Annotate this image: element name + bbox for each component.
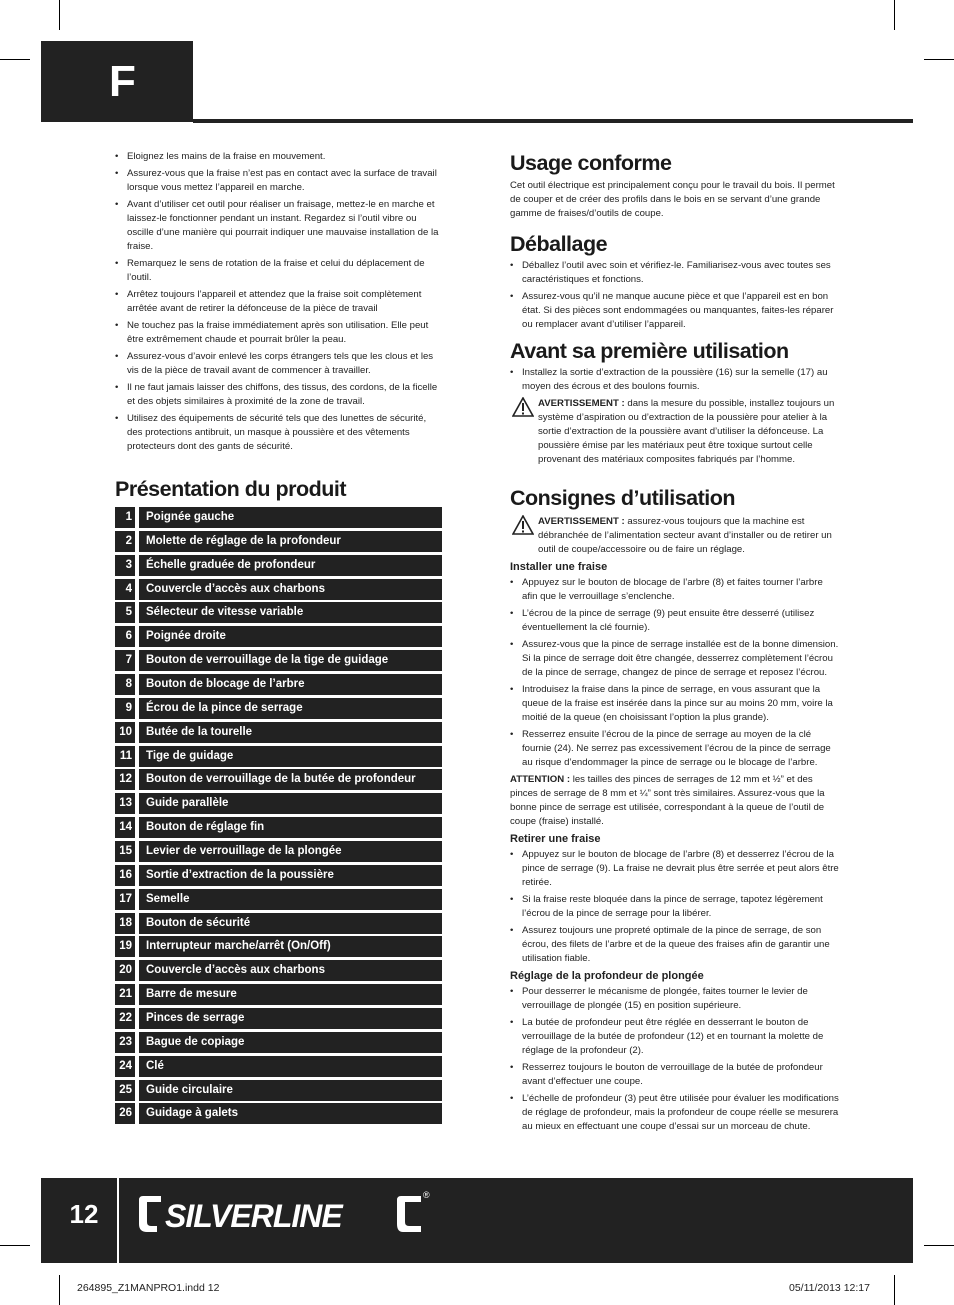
warning-label: AVERTISSEMENT : <box>538 398 625 409</box>
table-row <box>115 889 442 910</box>
part-label: Bouton de réglage fin <box>139 817 442 838</box>
table-row <box>115 960 442 981</box>
table-row <box>115 602 442 623</box>
table-row <box>115 769 442 790</box>
part-number: 1 <box>115 507 135 528</box>
list-item: • Resserrez ensuite l’écrou de la pince de serrage au moyen de la clé fournie (24). Ne serrez pas excessivement l’écrou de la pince de serrage au risque d’endommager la pince de serrage ou le blocage de l’arbre. <box>510 728 840 770</box>
part-label: Interrupteur marche/arrêt (On/Off) <box>139 936 442 957</box>
attention-label: ATTENTION : <box>510 774 571 785</box>
product-heading: Présentation du produit <box>115 477 346 501</box>
table-row <box>115 507 442 528</box>
file-slug: 264895_Z1MANPRO1.indd 12 <box>77 1282 220 1294</box>
unpacking-heading: Déballage <box>510 232 608 256</box>
list-item: • Introduisez la fraise dans la pince de serrage, en vous assurant que la queue de la fraise est insérée dans la pince sur au moins 20 mm, voire la moitié de la queue (en choisissant l’option la plus grande). <box>510 683 840 725</box>
date-slug: 05/11/2013 12:17 <box>789 1282 870 1294</box>
table-row <box>115 746 442 767</box>
install-heading: Installer une fraise <box>510 561 608 573</box>
table-row <box>115 817 442 838</box>
part-number: 19 <box>115 936 135 957</box>
part-number: 24 <box>115 1056 135 1077</box>
safety-list <box>115 150 443 454</box>
part-number: 13 <box>115 793 135 814</box>
part-label: Levier de verrouillage de la plongée <box>139 841 442 862</box>
part-label: Bouton de sécurité <box>139 913 442 934</box>
safety-section <box>115 150 443 457</box>
registered-mark: ® <box>423 1190 430 1200</box>
part-label: Couvercle d’accès aux charbons <box>139 579 442 600</box>
part-number: 2 <box>115 531 135 552</box>
crop-mark <box>0 1245 30 1246</box>
part-number: 4 <box>115 579 135 600</box>
table-row <box>115 674 442 695</box>
operation-warning <box>510 515 840 557</box>
part-label: Bouton de verrouillage de la butée de profondeur <box>139 769 442 790</box>
table-row <box>115 722 442 743</box>
table-row <box>115 865 442 886</box>
table-row <box>115 984 442 1005</box>
part-label: Barre de mesure <box>139 984 442 1005</box>
table-row <box>115 1008 442 1029</box>
table-row <box>115 1103 442 1124</box>
part-label: Bague de copiage <box>139 1032 442 1053</box>
parts-table <box>115 507 442 1127</box>
dust-warning <box>510 397 840 467</box>
list-item: • Si la fraise reste bloquée dans la pince de serrage, tapotez légèrement l’écrou de la pince de serrage pour la libérer. <box>510 893 840 921</box>
part-label: Écrou de la pince de serrage <box>139 698 442 719</box>
part-label: Molette de réglage de la profondeur <box>139 531 442 552</box>
list-item: • Assurez-vous d’avoir enlevé les corps étrangers tels que les clous et les vis de la pièce de travail avant de commencer à travailler. <box>115 350 443 378</box>
crop-mark <box>0 59 30 60</box>
warning-icon <box>512 397 534 417</box>
part-number: 25 <box>115 1080 135 1101</box>
part-number: 12 <box>115 769 135 790</box>
before-use-list <box>510 366 840 394</box>
part-number: 22 <box>115 1008 135 1029</box>
list-item: • Assurez toujours une propreté optimale de la pince de serrage, de son écrou, des filets de l’arbre et de la queue des fraises afin de garantir une utilisation fiable. <box>510 924 840 966</box>
part-number: 9 <box>115 698 135 719</box>
part-number: 7 <box>115 650 135 671</box>
list-item: • Remarquez le sens de rotation de la fraise et celui du déplacement de l’outil. <box>115 257 443 285</box>
part-label: Butée de la tourelle <box>139 722 442 743</box>
crop-mark <box>924 59 954 60</box>
part-label: Clé <box>139 1056 442 1077</box>
part-number: 14 <box>115 817 135 838</box>
part-label: Bouton de verrouillage de la tige de guidage <box>139 650 442 671</box>
list-item: • L’écrou de la pince de serrage (9) peut ensuite être desserré (utilisez éventuellement la clé fournie). <box>510 607 840 635</box>
part-label: Guide parallèle <box>139 793 442 814</box>
warning-text: dans la mesure du possible, installez toujours un système d’aspiration ou d’extraction de la poussière pour atelier à la sortie d’extraction de la poussière avant d’utiliser la défonceuse. La poussière émise par les matériaux peut être toxique surtout celle provenant des matériaux composites fabriqués par l’homme. <box>538 398 835 465</box>
brand-logo <box>135 1188 435 1238</box>
part-number: 8 <box>115 674 135 695</box>
crop-mark <box>59 0 60 30</box>
depth-heading: Réglage de la profondeur de plongée <box>510 970 704 982</box>
table-row <box>115 698 442 719</box>
list-item: • Utilisez des équipements de sécurité tels que des lunettes de sécurité, des protections antibruit, un masque à poussière et des vêtements protecteurs dont des gants de sécurité. <box>115 412 443 454</box>
depth-list <box>510 985 840 1134</box>
list-item: • Déballez l’outil avec soin et vérifiez-le. Familiarisez-vous avec toutes ses caractéristiques et fonctions. <box>510 259 840 287</box>
part-number: 15 <box>115 841 135 862</box>
list-item: • Assurez-vous qu’il ne manque aucune pièce et que l’appareil est en bon état. Si des pièces sont endommagées ou manquantes, faites-les réparer ou remplacer avant d’utiliser l’appareil. <box>510 290 840 332</box>
list-item: • La butée de profondeur peut être réglée en desserrant le bouton de verrouillage de la butée de profondeur (12) et en tournant la molette de réglage de la profondeur (2). <box>510 1016 840 1058</box>
usage-heading: Usage conforme <box>510 151 672 175</box>
part-label: Couvercle d’accès aux charbons <box>139 960 442 981</box>
table-row <box>115 579 442 600</box>
unpacking-list <box>510 259 840 332</box>
page-number: 12 <box>69 1199 99 1229</box>
list-item: • L’échelle de profondeur (3) peut être utilisée pour évaluer les modifications de réglage de profondeur, mais la profondeur de coupe réelle se mesurera au mieux en effectuant une coupe d’essai sur un morceau de chute. <box>510 1092 840 1134</box>
table-row <box>115 531 442 552</box>
right-column <box>510 150 840 1137</box>
part-label: Semelle <box>139 889 442 910</box>
part-number: 21 <box>115 984 135 1005</box>
crop-mark <box>924 1245 954 1246</box>
part-label: Sortie d’extraction de la poussière <box>139 865 442 886</box>
table-row <box>115 793 442 814</box>
header-rule <box>193 119 913 123</box>
table-row <box>115 936 442 957</box>
part-number: 3 <box>115 555 135 576</box>
table-row <box>115 841 442 862</box>
crop-mark <box>59 1275 60 1305</box>
part-number: 26 <box>115 1103 135 1124</box>
part-number: 23 <box>115 1032 135 1053</box>
warning-icon <box>512 515 534 535</box>
part-number: 16 <box>115 865 135 886</box>
remove-list <box>510 848 840 966</box>
footer-bar <box>41 1178 913 1263</box>
list-item: • Assurez-vous que la pince de serrage installée est de la bonne dimension. Si la pince de serrage doit être changée, desserrez complètement l’écrou de la pince de serrage, changez de pince de serrage et reposez l’écrou. <box>510 638 840 680</box>
part-label: Guidage à galets <box>139 1103 442 1124</box>
list-item: • Il ne faut jamais laisser des chiffons, des tissus, des cordons, de la ficelle et des objets similaires à proximité de la zone de travail. <box>115 381 443 409</box>
table-row <box>115 555 442 576</box>
part-label: Poignée gauche <box>139 507 442 528</box>
list-item: • Pour desserrer le mécanisme de plongée, faites tourner le levier de verrouillage de plongée (15) en position supérieure. <box>510 985 840 1013</box>
attention-note <box>510 773 840 829</box>
remove-heading: Retirer une fraise <box>510 833 601 845</box>
crop-mark <box>894 1275 895 1305</box>
part-label: Poignée droite <box>139 626 442 647</box>
part-number: 17 <box>115 889 135 910</box>
part-label: Échelle graduée de profondeur <box>139 555 442 576</box>
list-item: • Installez la sortie d’extraction de la poussière (16) sur la semelle (17) au moyen des écrous et des boulons fournis. <box>510 366 840 394</box>
table-row <box>115 650 442 671</box>
part-number: 6 <box>115 626 135 647</box>
table-row <box>115 1056 442 1077</box>
usage-text: Cet outil électrique est principalement conçu pour le travail du bois. Il permet de couper et de créer des profils dans le bois en se servant d’une grande gamme de fraises/d’outils de coupe. <box>510 180 835 219</box>
part-number: 20 <box>115 960 135 981</box>
operation-heading: Consignes d’utilisation <box>510 486 736 510</box>
attention-text: les tailles des pinces de serrages de 12 mm et ½” et des pinces de serrage de 8 mm et ¼” sont très similaires. Assurez-vous que la bonne pince de serrage est utilisée, correspondant à la queue de l’outil de coupe (fraise) installé. <box>510 774 825 827</box>
part-label: Tige de guidage <box>139 746 442 767</box>
table-row <box>115 913 442 934</box>
part-label: Bouton de blocage de l’arbre <box>139 674 442 695</box>
part-number: 5 <box>115 602 135 623</box>
install-list <box>510 576 840 770</box>
list-item: • Appuyez sur le bouton de blocage de l’arbre (8) et faites tourner l’arbre afin que le verrouillage s’enclenche. <box>510 576 840 604</box>
before-use-heading: Avant sa première utilisation <box>510 339 789 363</box>
part-label: Guide circulaire <box>139 1080 442 1101</box>
table-row <box>115 1032 442 1053</box>
list-item: • Avant d’utiliser cet outil pour réaliser un fraisage, mettez-le en marche et laissez-le fonctionner pendant un instant. Regardez si l’outil vibre ou oscille d’une manière qui pourrait indiquer une mauvaise installation de la fraise. <box>115 198 443 254</box>
list-item: • Eloignez les mains de la fraise en mouvement. <box>115 150 443 164</box>
warning-text: assurez-vous toujours que la machine est débranchée de l’alimentation secteur avant d’installer ou de retirer un outil de coupe/accessoire ou de faire un réglage. <box>538 516 832 555</box>
part-number: 10 <box>115 722 135 743</box>
table-row <box>115 626 442 647</box>
part-label: Pinces de serrage <box>139 1008 442 1029</box>
list-item: • Ne touchez pas la fraise immédiatement après son utilisation. Elle peut être extrêmement chaude et pourrait brûler la peau. <box>115 319 443 347</box>
list-item: • Resserrez toujours le bouton de verrouillage de la butée de profondeur avant d’effectuer une coupe. <box>510 1061 840 1089</box>
language-tab: F <box>41 41 193 122</box>
part-number: 11 <box>115 746 135 767</box>
part-label: Sélecteur de vitesse variable <box>139 602 442 623</box>
part-number: 18 <box>115 913 135 934</box>
list-item: • Appuyez sur le bouton de blocage de l’arbre (8) et desserrez l’écrou de la pince de serrage (9). La fraise ne devrait plus être serrée et peut alors être retirée. <box>510 848 840 890</box>
list-item: • Arrêtez toujours l’appareil et attendez que la fraise soit complètement arrêtée avant de retirer la défonceuse de la pièce de travail <box>115 288 443 316</box>
crop-mark <box>894 0 895 30</box>
footer-divider <box>117 1178 119 1263</box>
list-item: • Assurez-vous que la fraise n’est pas en contact avec la surface de travail lorsque vous mettez l’appareil en marche. <box>115 167 443 195</box>
brand-name: SILVERLINE <box>165 1198 342 1234</box>
table-row <box>115 1080 442 1101</box>
warning-label: AVERTISSEMENT : <box>538 516 625 527</box>
